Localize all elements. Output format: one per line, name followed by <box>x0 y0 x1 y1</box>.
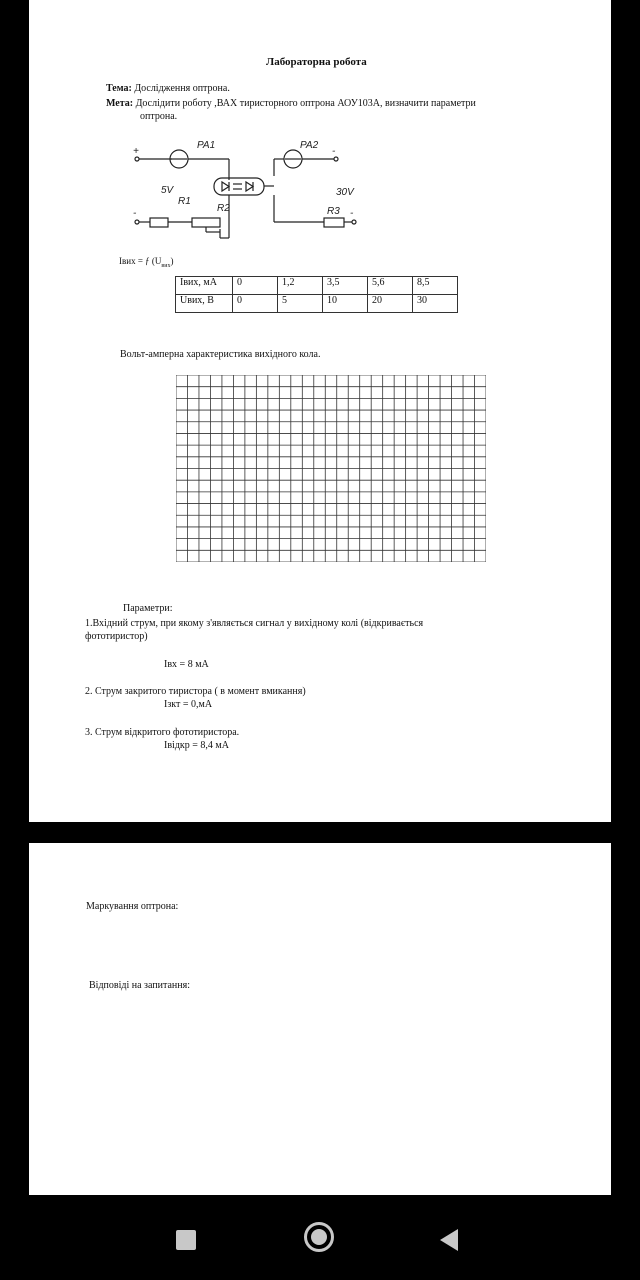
resistor-r2 <box>192 218 220 227</box>
resistor-r1 <box>150 218 168 227</box>
label-pa2: PA2 <box>300 140 319 151</box>
param3-text: 3. Струм відкритого фототиристора. <box>85 727 240 738</box>
table-cell: 5,6 <box>368 277 413 295</box>
theme-label: Тема: <box>106 83 132 94</box>
label-r2: R2 <box>217 203 230 214</box>
label-5v: 5V <box>161 185 174 196</box>
theme-line <box>106 83 230 94</box>
circuit-diagram <box>124 132 364 244</box>
data-table <box>175 276 458 313</box>
goal-label: Мета: <box>106 98 134 109</box>
goal-line <box>106 98 476 109</box>
label-pa1: PA1 <box>197 140 216 151</box>
table-header-cell: Iвих, мА <box>176 277 233 295</box>
back-icon[interactable] <box>438 1228 460 1252</box>
table-cell: 0 <box>233 295 278 313</box>
table-header-cell: Uвих, В <box>176 295 233 313</box>
formula-lhs: Iвих <box>119 256 136 266</box>
formula-end: ) <box>170 256 174 266</box>
chart-caption: Вольт-амперна характеристика вихідного кола. <box>120 349 321 360</box>
recent-apps-icon[interactable] <box>176 1230 196 1250</box>
table-row <box>176 277 458 295</box>
label-r1: R1 <box>178 196 191 207</box>
param1-text: 1.Вхідний струм, при якому з'являється сигнал у вихідному колі (відкривається <box>85 618 424 629</box>
goal-text: Дослідити роботу ,ВАХ тиристорного оптрона АОУ103А, визначити параметри <box>135 98 476 109</box>
terminal-in-minus <box>135 220 139 224</box>
system-navigation-bar <box>0 1195 640 1280</box>
document-page-1 <box>29 0 611 822</box>
param3-value: Iвідкр = 8,4 мА <box>164 740 229 751</box>
params-heading: Параметри: <box>123 603 173 614</box>
label-30v: 30V <box>336 187 354 198</box>
terminal-out-minus <box>352 220 356 224</box>
document-title: Лабораторна робота <box>266 56 367 68</box>
formula-sub: вих <box>161 262 171 269</box>
label-minus-out2: - <box>350 208 354 219</box>
param1-value: Iвх = 8 мА <box>164 659 209 670</box>
formula-mid: = ƒ (U <box>135 256 162 266</box>
home-icon[interactable] <box>304 1222 334 1252</box>
table-row <box>176 295 458 313</box>
table-cell: 0 <box>233 277 278 295</box>
table-cell: 3,5 <box>323 277 368 295</box>
param1-text-cont: фототиристор) <box>85 631 148 642</box>
document-page-2 <box>29 843 611 1195</box>
graph-grid <box>176 375 486 562</box>
terminal-in-plus <box>135 157 139 161</box>
table-cell: 30 <box>413 295 458 313</box>
theme-text: Дослідження оптрона. <box>134 83 230 94</box>
label-plus-in: + <box>133 146 139 157</box>
param2-text: 2. Струм закритого тиристора ( в момент вмикання) <box>85 686 306 697</box>
formula <box>119 256 173 269</box>
answers-label: Відповіді на запитання: <box>89 980 191 991</box>
table-cell: 1,2 <box>278 277 323 295</box>
table-cell: 10 <box>323 295 368 313</box>
label-minus-in: - <box>133 208 137 219</box>
marking-label: Маркування оптрона: <box>86 901 179 912</box>
table-cell: 8,5 <box>413 277 458 295</box>
table-cell: 5 <box>278 295 323 313</box>
resistor-r3 <box>324 218 344 227</box>
goal-text-cont: оптрона. <box>140 111 178 122</box>
label-r3: R3 <box>327 206 340 217</box>
table-cell: 20 <box>368 295 413 313</box>
param2-value: Iзкт = 0,мА <box>164 699 213 710</box>
label-minus-out: - <box>332 146 336 157</box>
terminal-out-plus <box>334 157 338 161</box>
